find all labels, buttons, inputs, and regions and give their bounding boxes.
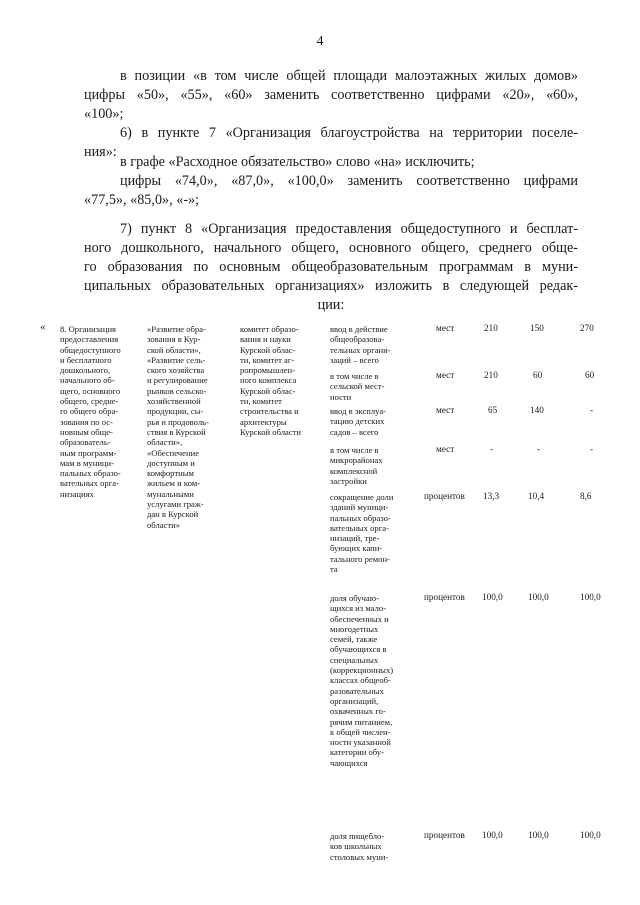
cell-line: комплексной	[330, 465, 378, 476]
cell-line: доступным и	[147, 457, 195, 468]
value-cell: 10,4	[528, 491, 545, 501]
cell-line: охваченных го-	[330, 706, 386, 717]
value-cell: 140	[530, 405, 544, 415]
cell-line: вательных орга-	[60, 478, 119, 489]
cell-line: обучающихся в	[330, 644, 387, 655]
value-cell: 65	[488, 405, 498, 415]
value-cell: 100,0	[580, 592, 601, 602]
text-line: цифры «50», «55», «60» заменить соответственно цифрами «20», «60»,	[84, 87, 578, 103]
value-cell: -	[590, 405, 594, 415]
cell-line: ской области»,	[147, 344, 201, 355]
cell-line: и регулирование	[147, 375, 208, 386]
cell-line: области»,	[147, 437, 183, 448]
cell-line: Курской облас-	[240, 385, 296, 396]
value-cell: 270	[580, 323, 594, 333]
cell-line: зданий муници-	[330, 502, 389, 513]
value-cell: 60	[585, 370, 595, 380]
cell-line: Курской области	[240, 426, 302, 437]
indicator-commissioning-schools	[330, 324, 412, 365]
cell-line: категории обу-	[330, 747, 384, 758]
cell-line: го общего обра-	[60, 406, 119, 417]
cell-line: услугами граж-	[147, 499, 204, 510]
table-col-item-name	[60, 324, 136, 499]
cell-line: и бесплатного	[60, 354, 112, 365]
cell-line: в том числе в	[330, 371, 379, 381]
unit-cell: процентов	[424, 592, 465, 602]
text-line: «100»;	[84, 106, 124, 122]
cell-line: «Развитие обра-	[147, 324, 206, 334]
text-line: ного дошкольного, начального общего, основного общего, среднего обще-	[84, 240, 578, 256]
cell-line: рячим питанием,	[330, 716, 393, 727]
indicator-canteens-share	[330, 831, 412, 862]
cell-line: ропромышлен-	[240, 365, 296, 376]
text-line: 7) пункт 8 «Организация предоставления общедоступного и бесплат-	[120, 221, 578, 237]
cell-line: продукции, сы-	[147, 406, 204, 417]
text-line: ции:	[317, 297, 345, 313]
value-cell: -	[590, 444, 594, 454]
cell-line: пальных образо-	[60, 468, 121, 479]
cell-line: хозяйственной	[147, 396, 201, 407]
value-cell: 8,6	[580, 491, 592, 501]
cell-line: щихся из мало-	[330, 603, 387, 614]
indicator-hot-meals-share	[330, 593, 412, 768]
value-cell: 60	[533, 370, 543, 380]
cell-line: жильем и ком-	[147, 478, 201, 489]
open-quote: «	[40, 321, 46, 333]
value-cell: 100,0	[528, 830, 549, 840]
cell-line: разовательных	[330, 685, 384, 696]
value-cell: 100,0	[580, 830, 601, 840]
cell-line: заций – всего	[330, 354, 379, 365]
cell-line: пальных образо-	[330, 512, 391, 523]
text-line: ния»:	[84, 144, 117, 160]
cell-line: к общей числен-	[330, 726, 391, 737]
cell-line: общеобразова-	[330, 334, 385, 345]
indicator-kindergartens	[330, 406, 412, 437]
text-line: 6) в пункте 7 «Организация благоустройства на территории поселе-	[120, 125, 578, 141]
cell-line: мунальными	[147, 488, 194, 499]
cell-line: ного комплекса	[240, 375, 297, 386]
cell-line: (коррекционных)	[330, 665, 394, 676]
indicator-repair-share	[330, 492, 412, 574]
cell-line: сокращение доли	[330, 492, 394, 502]
cell-line: дошкольного,	[60, 365, 111, 376]
cell-line: ков школьных	[330, 841, 382, 852]
cell-line: дан в Курской	[147, 509, 199, 520]
cell-line: образователь-	[60, 437, 111, 448]
cell-line: та	[330, 564, 338, 575]
cell-line: в том числе в	[330, 445, 379, 455]
cell-line: предоставления	[60, 334, 119, 345]
unit-cell: процентов	[424, 491, 465, 501]
text-line: в позиции «в том числе общей площади малоэтажных жилых домов»	[120, 68, 578, 84]
cell-line: низаций, тре-	[330, 533, 380, 544]
cell-line: классах общеоб-	[330, 675, 391, 686]
cell-line: низациях	[60, 488, 94, 499]
text-line: ципальных образовательных организациях» изложить в следующей редак-	[84, 278, 578, 294]
cell-line: «Развитие сель-	[147, 354, 206, 365]
cell-line: чающихся	[330, 757, 368, 768]
cell-line: Курской облас-	[240, 344, 296, 355]
cell-line: обеспеченных и	[330, 613, 389, 624]
text-line: в графе «Расходное обязательство» слово «на» исключить;	[120, 154, 475, 170]
table-col-programs	[147, 324, 227, 530]
text-line: «77,5», «85,0», «-»;	[84, 192, 200, 208]
cell-line: специальных	[330, 654, 379, 665]
cell-line: ти, комитет аг-	[240, 354, 295, 365]
cell-line: мам в муници-	[60, 457, 114, 468]
text-line: цифры «74,0», «87,0», «100,0» заменить соответственно цифрами	[120, 173, 578, 189]
cell-line: семей, также	[330, 634, 378, 645]
cell-line: щего, основного	[60, 385, 121, 396]
cell-line: сельской мест-	[330, 381, 385, 392]
cell-line: ным программ-	[60, 447, 117, 458]
text-line: го образования по основным общеобразовательным программам в муни-	[84, 259, 578, 275]
cell-line: тацию детских	[330, 416, 385, 427]
cell-line: доля пищебло-	[330, 831, 385, 841]
cell-line: новным обще-	[60, 426, 113, 437]
cell-line: бующих капи-	[330, 543, 383, 554]
cell-line: комитет образо-	[240, 324, 299, 334]
unit-cell: мест	[436, 405, 455, 415]
cell-line: тального ремон-	[330, 553, 390, 564]
cell-line: ствия в Курской	[147, 426, 206, 437]
cell-line: зования в Кур-	[147, 334, 201, 345]
cell-line: ского хозяйства	[147, 365, 205, 376]
table-col-executors	[240, 324, 318, 437]
cell-line: садов – всего	[330, 426, 379, 437]
cell-line: зования по ос-	[60, 416, 113, 427]
cell-line: ввод в действие	[330, 324, 388, 334]
page-number: 4	[316, 34, 324, 49]
cell-line: 8. Организация	[60, 324, 116, 334]
value-cell: 210	[484, 370, 498, 380]
cell-line: строительства и	[240, 406, 299, 417]
cell-line: ти, комитет	[240, 396, 282, 407]
cell-line: «Обеспечение	[147, 447, 199, 458]
cell-line: ввод в эксплуа-	[330, 406, 387, 416]
cell-line: общего, средне-	[60, 396, 119, 407]
unit-cell: мест	[436, 323, 455, 333]
cell-line: многодетных	[330, 623, 379, 634]
cell-line: столовых муни-	[330, 851, 389, 862]
value-cell: -	[537, 444, 541, 454]
value-cell: 210	[484, 323, 498, 333]
value-cell: -	[490, 444, 494, 454]
unit-cell: мест	[436, 444, 455, 454]
cell-line: архитектуры	[240, 416, 287, 427]
cell-line: вания и науки	[240, 334, 291, 345]
cell-line: рья и продоволь-	[147, 416, 209, 427]
cell-line: микрорайонах	[330, 455, 383, 466]
value-cell: 13,3	[483, 491, 500, 501]
value-cell: 100,0	[528, 592, 549, 602]
value-cell: 150	[530, 323, 544, 333]
unit-cell: мест	[436, 370, 455, 380]
cell-line: застройки	[330, 475, 367, 486]
cell-line: комфортным	[147, 468, 194, 479]
cell-line: области»	[147, 519, 181, 530]
cell-line: доля обучаю-	[330, 593, 380, 603]
value-cell: 100,0	[482, 830, 503, 840]
cell-line: ности указанной	[330, 737, 391, 748]
cell-line: организаций,	[330, 695, 379, 706]
cell-line: начального об-	[60, 375, 115, 386]
cell-line: вательных орга-	[330, 522, 389, 533]
indicator-microdistricts	[330, 445, 412, 486]
cell-line: тельных органи-	[330, 344, 391, 355]
indicator-rural	[330, 371, 412, 402]
cell-line: ности	[330, 391, 352, 402]
unit-cell: процентов	[424, 830, 465, 840]
cell-line: общедоступного	[60, 344, 121, 355]
value-cell: 100,0	[482, 592, 503, 602]
cell-line: рынков сельско-	[147, 385, 207, 396]
